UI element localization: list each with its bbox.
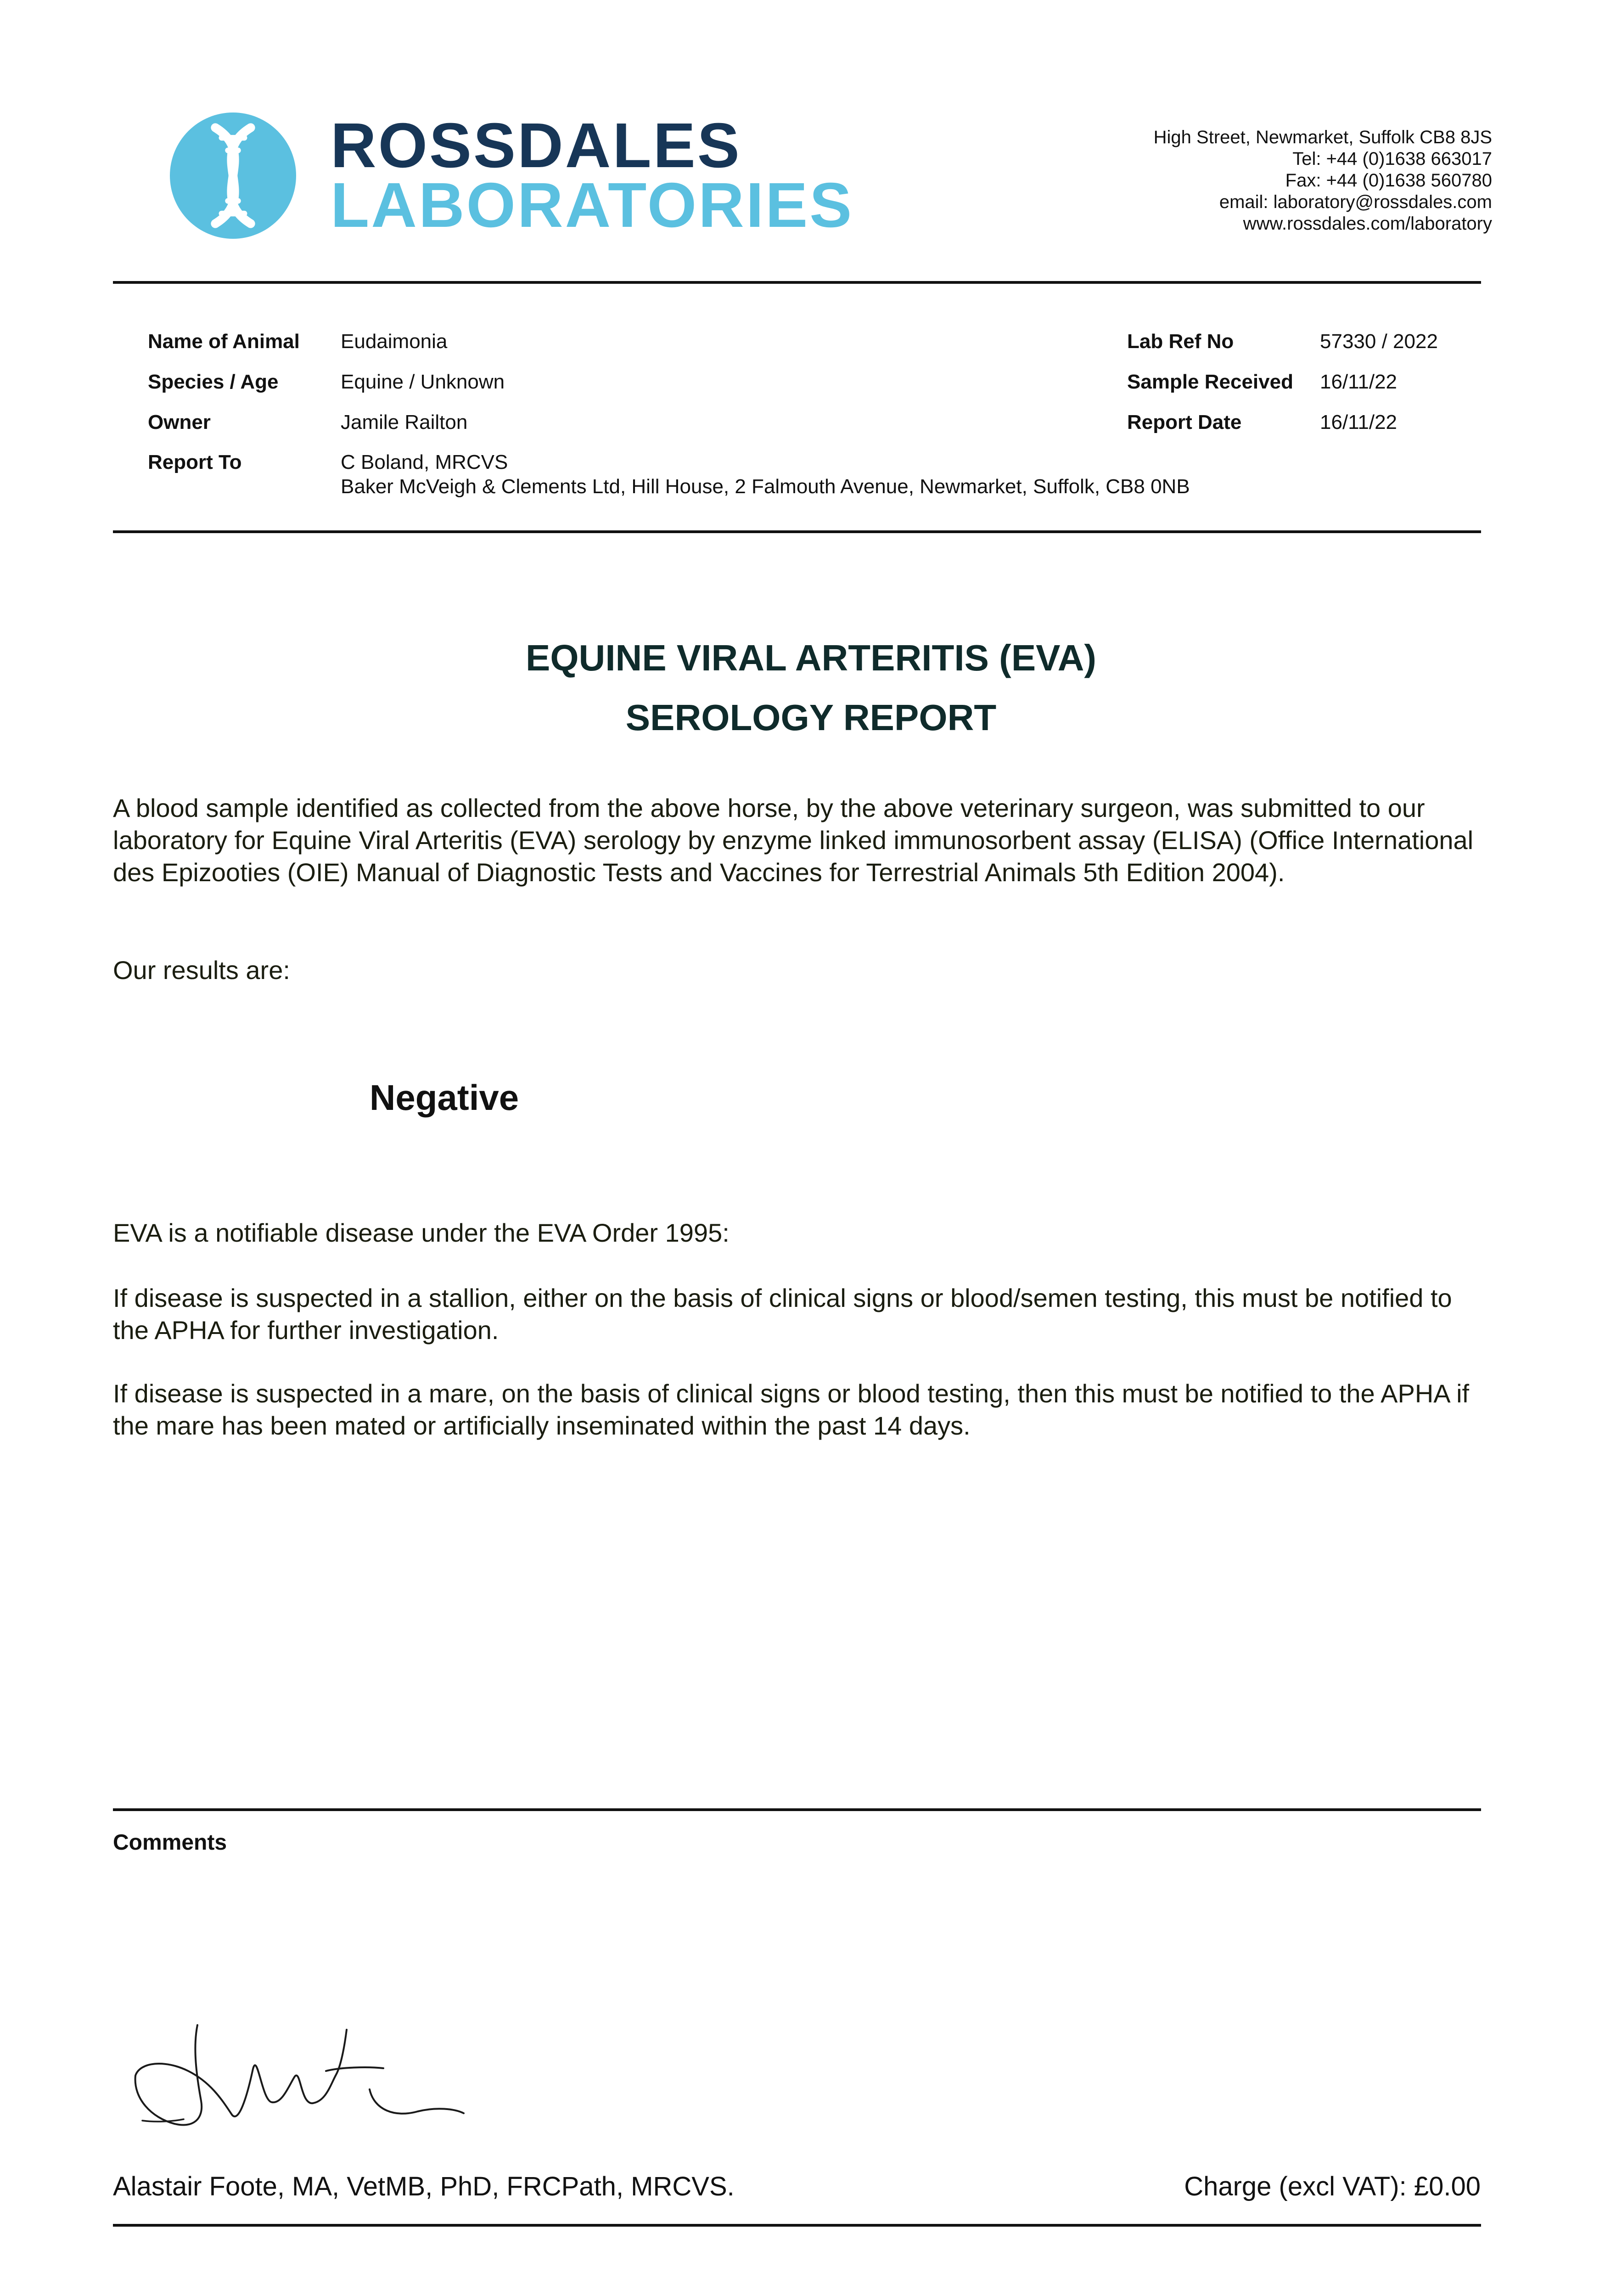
report-to-name: C Boland, MRCVS (341, 451, 508, 473)
results-intro: Our results are: (113, 956, 290, 985)
brand-name-line1: ROSSDALES (331, 110, 741, 181)
contact-email[interactable]: email: laboratory@rossdales.com (1219, 192, 1492, 212)
contact-address: High Street, Newmarket, Suffolk CB8 8JS (1153, 127, 1492, 147)
details-divider (113, 530, 1481, 533)
brand-name-line2: LABORATORIES (331, 170, 854, 241)
intro-paragraph: A blood sample identified as collected from the above horse, by the above veterinary surgeon, was submitted to our laboratory for Equine Viral Arteritis (EVA) serology by enzyme linked immunosorbent assay (ELISA) (Office International des Epizooties (OIE) Manual of Diagnostic Tests and Vaccines for Terrestrial Animals 5th Edition 2004). (113, 793, 1474, 887)
header-divider (113, 281, 1481, 284)
lab-ref-value: 57330 / 2022 (1320, 330, 1438, 353)
comments-divider (113, 1808, 1481, 1811)
report-title-line2: SEROLOGY REPORT (625, 697, 997, 738)
result-value: Negative (370, 1077, 519, 1118)
lab-ref-label: Lab Ref No (1127, 330, 1234, 353)
report-to-address: Baker McVeigh & Clements Ltd, Hill House, 2 Falmouth Avenue, Newmarket, Suffolk, CB8 0NB (341, 475, 1190, 498)
sample-received-label: Sample Received (1127, 371, 1293, 393)
species-label: Species / Age (148, 371, 279, 393)
comments-label: Comments (113, 1830, 227, 1855)
signatory-name: Alastair Foote, MA, VetMB, PhD, FRCPath, MRCVS. (113, 2172, 735, 2201)
signature-image (124, 2020, 473, 2140)
contact-fax: Fax: +44 (0)1638 560780 (1285, 170, 1492, 191)
animal-label: Name of Animal (148, 330, 300, 353)
owner-value: Jamile Railton (341, 411, 468, 433)
contact-block (1154, 127, 1492, 235)
report-title (0, 628, 1622, 748)
footer-divider (113, 2224, 1481, 2227)
animal-value: Eudaimonia (341, 330, 448, 353)
charge-amount: Charge (excl VAT): £0.00 (1184, 2172, 1481, 2201)
owner-label: Owner (148, 411, 211, 433)
report-date-value: 16/11/22 (1320, 411, 1398, 433)
sample-received-value: 16/11/22 (1320, 371, 1398, 393)
notifiable-paragraph: EVA is a notifiable disease under the EVA Order 1995: (113, 1218, 730, 1247)
dna-logo-icon (170, 113, 296, 239)
stallion-paragraph: If disease is suspected in a stallion, either on the basis of clinical signs or blood/semen testing, this must be notified to the APHA for further investigation. (113, 1283, 1452, 1345)
report-date-label: Report Date (1127, 411, 1242, 433)
report-to-label: Report To (148, 451, 242, 473)
species-value: Equine / Unknown (341, 371, 505, 393)
mare-paragraph: If disease is suspected in a mare, on the basis of clinical signs or blood testing, then this must be notified to the APHA if the mare has been mated or artificially inseminated within the past 14 days. (113, 1379, 1470, 1440)
report-title-line1: EQUINE VIRAL ARTERITIS (EVA) (525, 637, 1097, 678)
contact-tel: Tel: +44 (0)1638 663017 (1292, 149, 1492, 169)
contact-website[interactable]: www.rossdales.com/laboratory (1243, 214, 1492, 234)
